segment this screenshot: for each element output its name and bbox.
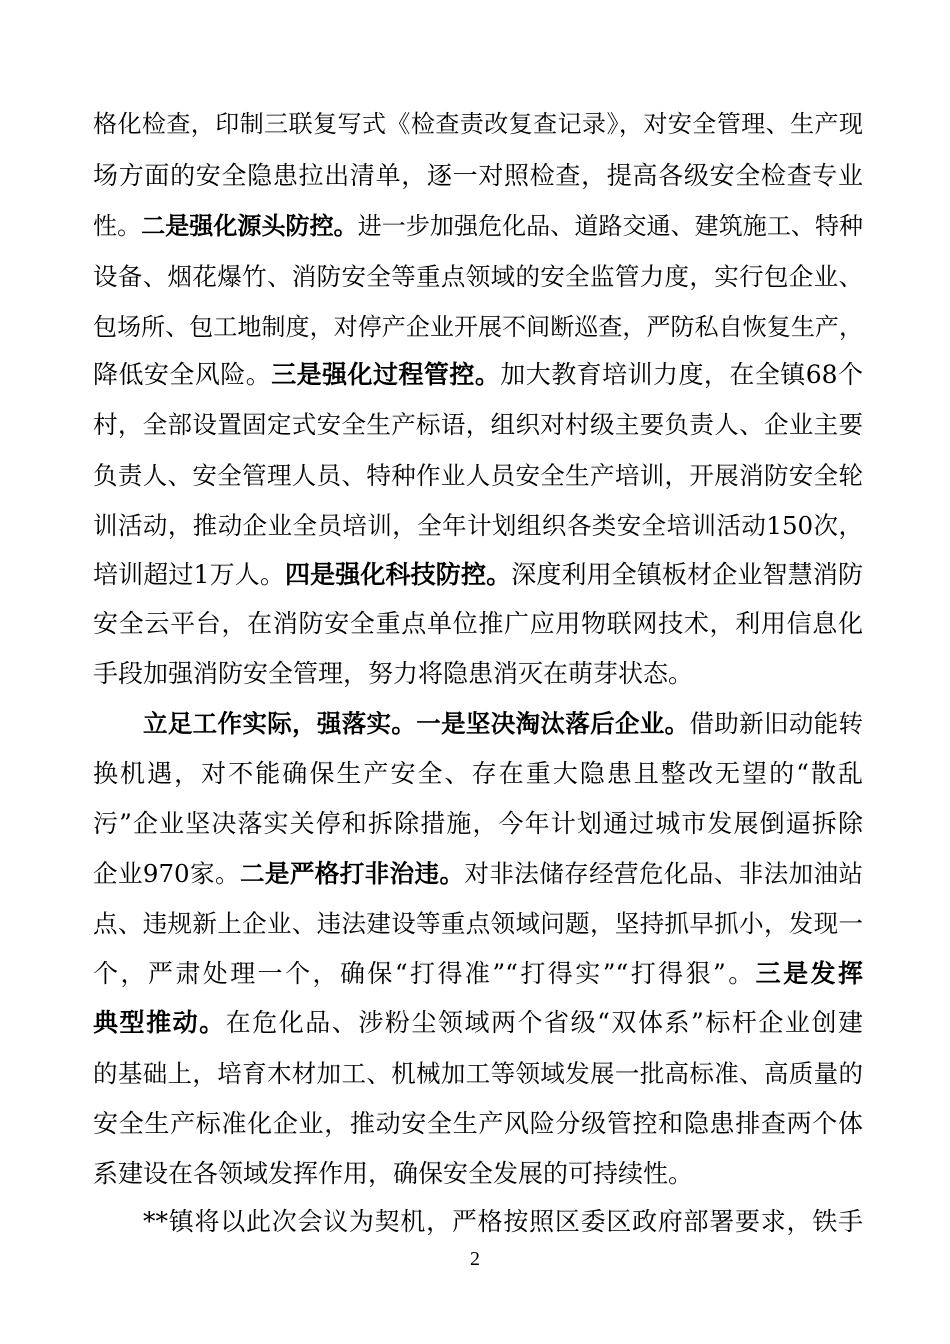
text-line — [93, 160, 863, 192]
line-text: 负责人、安全管理人员、特种作业人员安全生产培训，开展消防安全轮 — [93, 461, 863, 490]
text-line — [93, 1108, 863, 1140]
subheading-text: 三是强化过程管控。 — [271, 360, 501, 389]
line-text: 安全云平台，在消防安全重点单位推广应用物联网技术，利用信息化 — [93, 609, 863, 638]
page-number: 2 — [470, 1248, 480, 1270]
text-line — [93, 908, 863, 940]
text-line — [93, 510, 863, 542]
line-text: **镇将以此次会议为契机，严格按照区委区政府部署要求，铁手 — [143, 1207, 863, 1236]
line-text: 企业970家。 — [93, 859, 240, 888]
line-text: 性。 — [93, 212, 142, 240]
line-text: 对非法储存经营危化品、非法加油站 — [464, 859, 864, 888]
line-text: 的基础上，培育木材加工、机械加工等领域发展一批高标准、高质量的 — [93, 1059, 863, 1088]
line-text: 加大教育培训力度，在全镇68个 — [500, 360, 863, 389]
text-line — [143, 708, 863, 740]
line-text: 在危化品、涉粉尘领域两个省级“双体系”标杆企业创建 — [225, 1008, 863, 1037]
text-line — [93, 958, 863, 990]
subheading-text: 三是发挥 — [755, 959, 863, 988]
text-line — [93, 210, 863, 242]
line-text: 安全生产标准化企业，推动安全生产风险分级管控和隐患排查两个体 — [93, 1109, 863, 1138]
line-text: 系建设在各领域发挥作用，确保安全发展的可持续性。 — [93, 1159, 694, 1188]
text-line — [93, 311, 863, 343]
subheading-text: 一是坚决淘汰落后企业。 — [416, 709, 690, 738]
line-text: 进一步加强危化品、道路交通、建筑施工、特种 — [357, 212, 864, 240]
text-line — [93, 1007, 863, 1039]
line-text: 包场所、包工地制度，对停产企业开展不间断巡查，严防私自恢复生产， — [93, 313, 863, 341]
subheading-text: 典型推动。 — [93, 1008, 226, 1037]
line-text: 降低安全风险。 — [93, 360, 272, 389]
text-line — [93, 658, 863, 690]
text-line — [93, 608, 863, 640]
line-text: 深度利用全镇板材企业智慧消防 — [511, 560, 863, 589]
line-text: 训活动，推动企业全员培训，全年计划组织各类安全培训活动150次， — [93, 511, 863, 540]
section-heading: 立足工作实际，强落实。 — [143, 709, 417, 738]
text-line — [93, 858, 863, 890]
text-line — [93, 758, 863, 790]
line-text: 点、违规新上企业、违法建设等重点领域问题，坚持抓早抓小，发现一 — [93, 909, 863, 938]
text-line — [93, 359, 863, 391]
text-line — [93, 108, 863, 140]
text-line — [93, 409, 863, 441]
line-text: 村，全部设置固定式安全生产标语，组织对村级主要负责人、企业主要 — [93, 410, 863, 439]
line-text: 格化检查，印制三联复写式《检查责改复查记录》，对安全管理、生产现 — [93, 110, 863, 138]
subheading-text: 二是严格打非治违。 — [239, 859, 465, 888]
text-line — [93, 460, 863, 492]
text-line — [93, 261, 863, 293]
subheading-text: 二是强化源头防控。 — [141, 212, 358, 240]
line-text: 设备、烟花爆竹、消防安全等重点领域的安全监管力度，实行包企业、 — [93, 262, 863, 291]
text-line — [93, 1158, 863, 1190]
subheading-text: 四是强化科技防控。 — [285, 560, 512, 589]
text-line — [93, 559, 863, 591]
line-text: 个，严肃处理一个，确保“打得准”“打得实”“打得狠”。 — [93, 959, 756, 988]
line-text: 场方面的安全隐患拉出清单，逐一对照检查，提高各级安全检查专业 — [93, 161, 863, 190]
line-text: 培训超过1万人。 — [93, 560, 285, 589]
text-line — [93, 808, 863, 840]
line-text: 借助新旧动能转 — [689, 709, 864, 738]
text-line — [143, 1206, 863, 1238]
line-text: 污”企业坚决落实关停和拆除措施，今年计划通过城市发展倒逼拆除 — [93, 809, 863, 838]
line-text: 手段加强消防安全管理，努力将隐患消灭在萌芽状态。 — [93, 659, 694, 688]
text-line — [93, 1058, 863, 1090]
line-text: 换机遇，对不能确保生产安全、存在重大隐患且整改无望的“散乱 — [93, 759, 863, 788]
